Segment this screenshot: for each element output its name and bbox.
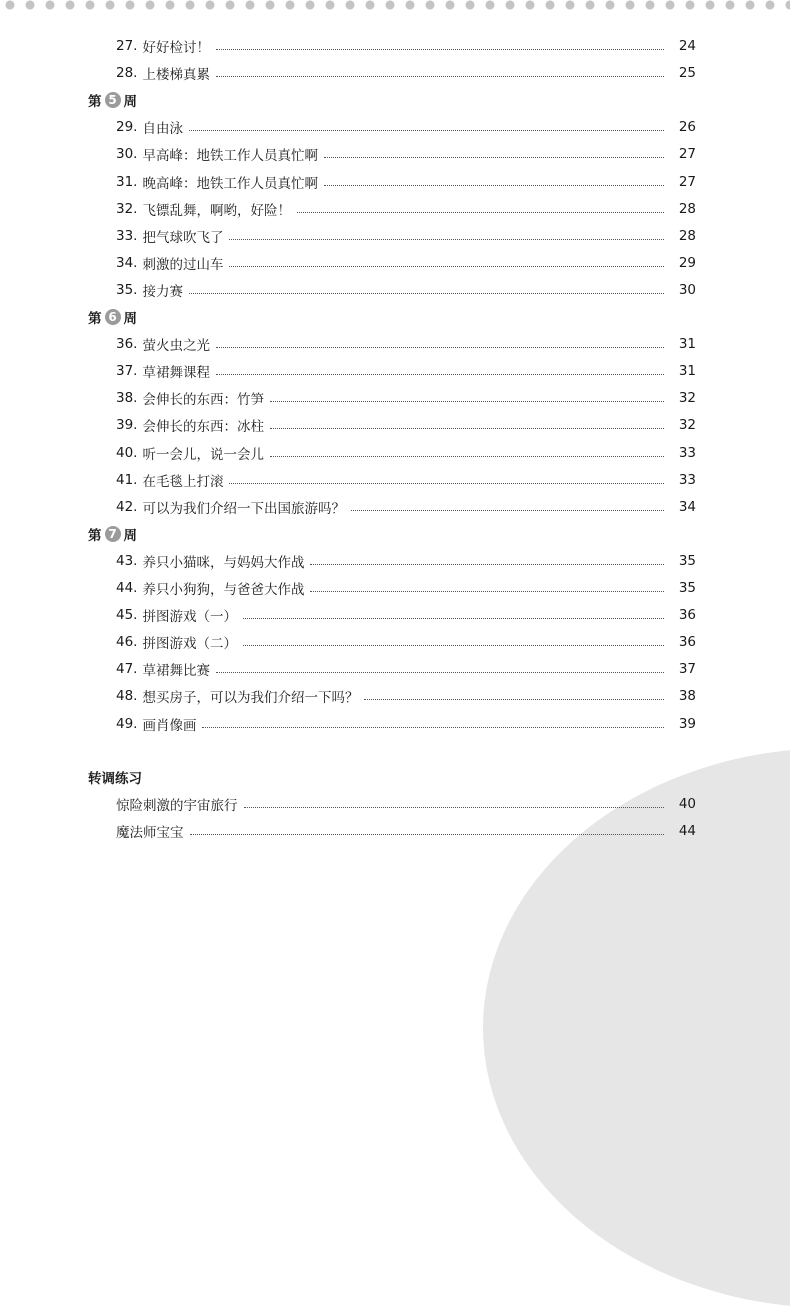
- toc-entry: [116, 61, 696, 85]
- entry-number: 36.: [116, 336, 138, 353]
- week-suffix: 周: [123, 311, 137, 327]
- entry-title: 早高峰：地铁工作人员真忙啊: [142, 148, 318, 165]
- toc-entry: [116, 115, 696, 139]
- entry-page-number: 29: [678, 254, 696, 271]
- entry-number: 48.: [116, 688, 138, 705]
- entry-title: 飞镖乱舞，啊哟，好险！: [142, 202, 291, 219]
- entry-number: 32.: [116, 200, 138, 217]
- entry-page-number: 33: [678, 444, 696, 461]
- entry-page-number: 31: [678, 336, 696, 353]
- entry-page-number: 40: [678, 795, 696, 812]
- entry-number: 29.: [116, 119, 138, 136]
- entry-title: 刺激的过山车: [142, 256, 224, 273]
- toc-entry: [116, 819, 696, 843]
- dot-leader: [324, 184, 664, 186]
- entry-number: 37.: [116, 363, 138, 380]
- toc-entry: [116, 278, 696, 302]
- entry-title: 画肖像画: [142, 717, 197, 734]
- entry-title: 会伸长的东西：竹笋: [142, 392, 264, 409]
- dot-leader: [364, 698, 664, 700]
- entry-page-number: 28: [678, 227, 696, 244]
- entry-number: 28.: [116, 65, 138, 82]
- entry-number: 31.: [116, 173, 138, 190]
- entry-title: 会伸长的东西：冰柱: [142, 419, 264, 436]
- toc-entry: [116, 413, 696, 437]
- entry-title: 晚高峰：地铁工作人员真忙啊: [142, 175, 318, 192]
- week-prefix: 第: [88, 527, 102, 544]
- dot-leader: [216, 373, 664, 375]
- dot-leader: [310, 590, 664, 592]
- dot-leader: [270, 427, 664, 429]
- toc-entry: [116, 549, 696, 573]
- entry-number: 47.: [116, 661, 138, 678]
- entry-number: 43.: [116, 552, 138, 569]
- entry-title: 草裙舞课程: [142, 365, 210, 382]
- entry-page-number: 30: [678, 281, 696, 298]
- week-heading: [88, 522, 137, 546]
- entry-number: 35.: [116, 281, 138, 298]
- entry-page-number: 36: [678, 634, 696, 651]
- entry-page-number: 27: [678, 173, 696, 190]
- entry-title: 把气球吹飞了: [142, 229, 224, 246]
- toc-entry: [116, 684, 696, 708]
- entry-page-number: 32: [678, 417, 696, 434]
- entry-number: 39.: [116, 417, 138, 434]
- entry-page-number: 28: [678, 200, 696, 217]
- dot-leader: [351, 509, 664, 511]
- dot-leader: [216, 48, 664, 50]
- toc-entry: [116, 197, 696, 221]
- entry-title: 养只小狗狗，与爸爸大作战: [142, 582, 305, 598]
- entry-title: 拼图游戏（二）: [142, 636, 237, 653]
- dot-leader: [270, 400, 664, 402]
- week-suffix: 周: [123, 527, 137, 544]
- toc-entry: [116, 34, 696, 58]
- entry-number: 34.: [116, 254, 138, 271]
- week-prefix: 第: [88, 94, 102, 111]
- toc-entry: [116, 170, 696, 194]
- dot-leader: [216, 346, 664, 348]
- toc-entry: [116, 603, 696, 627]
- week-number-badge: 7: [105, 526, 121, 542]
- entry-number: 30.: [116, 146, 138, 163]
- entry-page-number: 34: [678, 498, 696, 515]
- dot-leader: [190, 833, 665, 835]
- dot-leader: [324, 156, 664, 158]
- entry-page-number: 35: [678, 580, 696, 596]
- dot-leader: [229, 482, 664, 484]
- entry-page-number: 33: [678, 471, 696, 488]
- week-heading: [88, 88, 137, 112]
- toc-entry: [116, 359, 696, 383]
- entry-number: 41.: [116, 471, 138, 488]
- entry-title: 想买房子，可以为我们介绍一下吗？: [142, 690, 359, 707]
- entry-title: 草裙舞比赛: [142, 663, 210, 680]
- entry-title: 上楼梯真累: [142, 67, 210, 84]
- entry-title: 自由泳: [142, 121, 183, 138]
- entry-page-number: 36: [678, 607, 696, 624]
- toc-entry: [116, 332, 696, 356]
- dot-leader: [244, 806, 665, 808]
- dot-leader: [310, 563, 664, 565]
- dot-leader: [297, 211, 664, 213]
- toc-entry: [116, 142, 696, 166]
- toc-entry: [116, 712, 696, 736]
- dot-leader: [189, 292, 664, 294]
- dot-leader: [189, 129, 664, 131]
- entry-title: 接力赛: [142, 283, 183, 300]
- entry-page-number: 39: [678, 715, 696, 732]
- entry-title: 惊险刺激的宇宙旅行: [116, 797, 238, 814]
- entry-number: 27.: [116, 38, 138, 54]
- dot-leader: [202, 726, 664, 728]
- entry-page-number: 24: [678, 38, 696, 54]
- dot-leader: [243, 644, 664, 646]
- toc-entry: [116, 386, 696, 410]
- entry-number: 38.: [116, 390, 138, 407]
- toc-entry: [116, 495, 696, 519]
- week-number-badge: 6: [105, 309, 121, 325]
- entry-title: 魔法师宝宝: [116, 824, 184, 841]
- entry-title: 可以为我们介绍一下出国旅游吗？: [142, 500, 345, 517]
- dot-leader: [229, 265, 664, 267]
- entry-page-number: 27: [678, 146, 696, 163]
- toc-entry: [116, 441, 696, 465]
- dot-leader: [216, 75, 664, 77]
- entry-number: 44.: [116, 580, 138, 596]
- week-suffix: 周: [123, 94, 137, 111]
- week-prefix: 第: [88, 311, 102, 327]
- entry-title: 养只小猫咪，与妈妈大作战: [142, 554, 305, 571]
- dot-leader: [270, 455, 664, 457]
- entry-number: 49.: [116, 715, 138, 732]
- entry-page-number: 26: [678, 119, 696, 136]
- week-heading: [88, 305, 137, 329]
- entry-number: 40.: [116, 444, 138, 461]
- entry-number: 46.: [116, 634, 138, 651]
- entry-title: 萤火虫之光: [142, 338, 210, 355]
- entry-page-number: 35: [678, 552, 696, 569]
- toc-entry: [116, 792, 696, 816]
- entry-title: 拼图游戏（一）: [142, 609, 237, 626]
- dot-leader: [216, 671, 664, 673]
- toc-entry: [116, 657, 696, 681]
- entry-number: 42.: [116, 498, 138, 515]
- toc-entry: [116, 576, 696, 600]
- entry-page-number: 44: [678, 822, 696, 839]
- decorative-dot-border: [0, 0, 790, 14]
- entry-page-number: 32: [678, 390, 696, 407]
- toc-entry: [116, 224, 696, 248]
- entry-page-number: 31: [678, 363, 696, 380]
- dot-leader: [243, 617, 664, 619]
- dot-leader: [229, 238, 664, 240]
- week-number-badge: 5: [105, 92, 121, 108]
- section-heading: 转调练习: [88, 770, 142, 787]
- entry-title: 好好检讨！: [142, 40, 210, 56]
- toc-entry: [116, 468, 696, 492]
- entry-title: 听一会儿，说一会儿: [142, 446, 264, 463]
- toc-entry: [116, 630, 696, 654]
- entry-title: 在毛毯上打滚: [142, 473, 224, 490]
- toc-entry: [116, 251, 696, 275]
- entry-number: 45.: [116, 607, 138, 624]
- entry-number: 33.: [116, 227, 138, 244]
- entry-page-number: 38: [678, 688, 696, 705]
- entry-page-number: 37: [678, 661, 696, 678]
- entry-page-number: 25: [678, 65, 696, 82]
